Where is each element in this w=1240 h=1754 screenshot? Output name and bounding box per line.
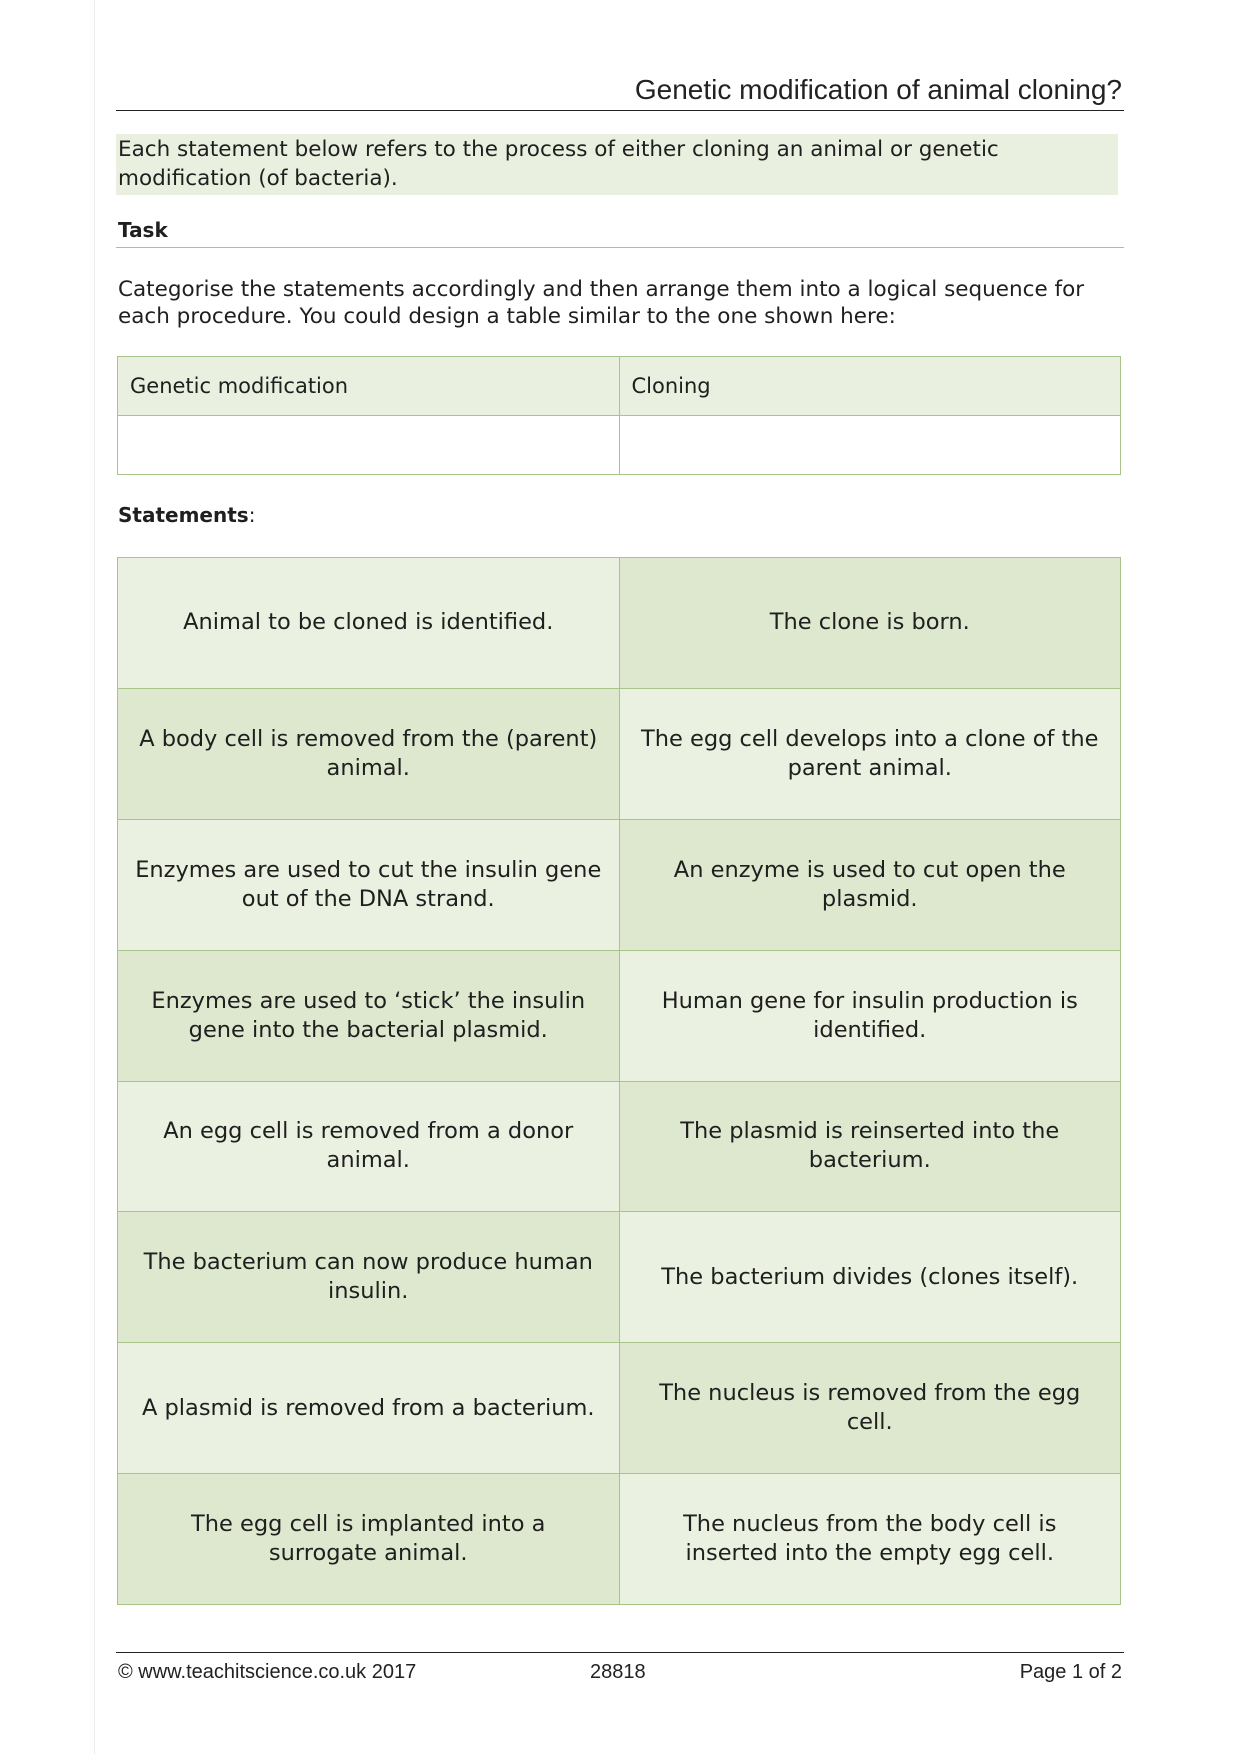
task-instructions: Categorise the statements accordingly and then arrange them into a logical sequence for each procedure. You could design a table similar to the one shown here: [118, 277, 1085, 329]
statement-card: The nucleus is removed from the egg cell. [620, 1343, 1122, 1474]
model-table-empty-cell [619, 416, 1121, 475]
statement-card: The nucleus from the body cell is inserted into the empty egg cell. [620, 1474, 1122, 1605]
statements-label-colon: : [248, 503, 256, 527]
statement-card: Enzymes are used to cut the insulin gene out of the DNA strand. [118, 820, 620, 951]
statement-card: An enzyme is used to cut open the plasmid. [620, 820, 1122, 951]
footer-resource-code: 28818 [590, 1661, 646, 1683]
page-footer [116, 1652, 1124, 1687]
statement-card: The bacterium can now produce human insulin. [118, 1212, 620, 1343]
statement-card: The plasmid is reinserted into the bacterium. [620, 1082, 1122, 1213]
footer-copyright: © www.teachitscience.co.uk 2017 [118, 1661, 417, 1683]
model-table-empty-row [118, 416, 1121, 475]
statement-card-grid [117, 557, 1121, 1605]
task-heading: Task [116, 218, 1124, 248]
statement-card: Animal to be cloned is identified. [118, 558, 620, 689]
page-edge [94, 0, 95, 1754]
statement-card: Enzymes are used to ‘stick’ the insulin gene into the bacterial plasmid. [118, 951, 620, 1082]
statement-card: The bacterium divides (clones itself). [620, 1212, 1122, 1343]
statement-card: The clone is born. [620, 558, 1122, 689]
statement-card: An egg cell is removed from a donor animal. [118, 1082, 620, 1213]
model-table-header-genetic-modification: Genetic modification [118, 357, 620, 416]
statement-card: The egg cell is implanted into a surrogate animal. [118, 1474, 620, 1605]
model-table-empty-cell [118, 416, 620, 475]
page-title: Genetic modification of animal cloning? [634, 74, 1122, 105]
model-table [117, 356, 1121, 475]
page-header [116, 70, 1124, 111]
statements-label [118, 503, 255, 527]
footer-page-number: Page 1 of 2 [1019, 1661, 1122, 1683]
statement-card: A body cell is removed from the (parent) animal. [118, 689, 620, 820]
statement-card: The egg cell develops into a clone of the parent animal. [620, 689, 1122, 820]
statement-card: A plasmid is removed from a bacterium. [118, 1343, 620, 1474]
intro-box: Each statement below refers to the process of either cloning an animal or genetic modification (of bacteria). [116, 134, 1118, 195]
statements-label-text: Statements [118, 503, 249, 527]
model-table-header-row [118, 357, 1121, 416]
model-table-header-cloning: Cloning [619, 357, 1121, 416]
statement-card: Human gene for insulin production is identified. [620, 951, 1122, 1082]
